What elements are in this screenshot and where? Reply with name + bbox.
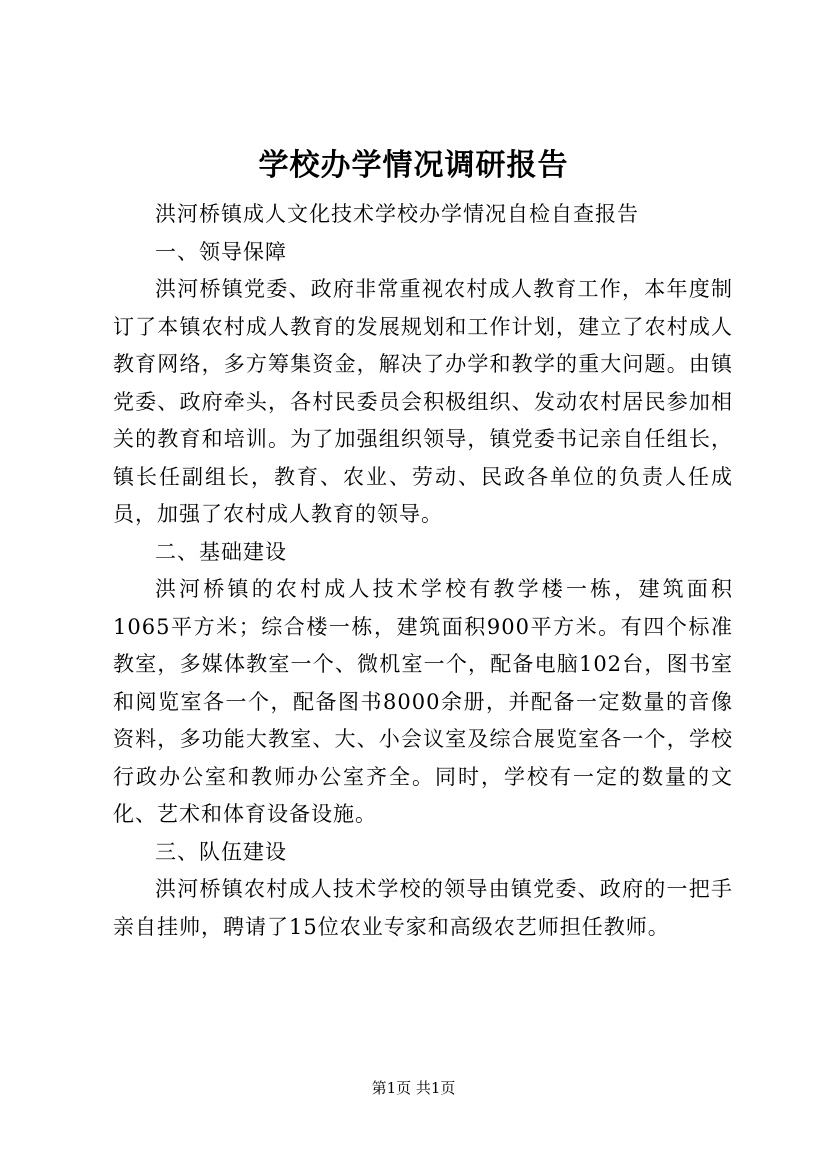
- body-paragraph: 洪河桥镇党委、政府非常重视农村成人教育工作，本年度制订了本镇农村成人教育的发展规划和工作计划，建立了农村成人教育网络，多方筹集资金，解决了办学和教学的重大问题。由镇党委、政府牵头，各村民委员会积极组织、发动农村居民参加相关的教育和培训。为了加强组织领导，镇党委书记亲自任组长，镇长任副组长，教育、农业、劳动、民政各单位的负责人任成员，加强了农村成人教育的领导。: [113, 277, 733, 526]
- body-paragraph: 洪河桥镇的农村成人技术学校有教学楼一栋，建筑面积1065平方米；综合楼一栋，建筑面积900平方米。有四个标准教室，多媒体教室一个、微机室一个，配备电脑102台，图书室和阅览室各一个，配备图书8000余册，并配备一定数量的音像资料，多功能大教室、大、小会议室及综合展览室各一个，学校行政办公室和教师办公室齐全。同时，学校有一定的数量的文化、艺术和体育设备设施。: [113, 577, 733, 826]
- document-body: [113, 196, 733, 946]
- section-heading-staff: 三、队伍建设: [155, 839, 287, 864]
- document-title: 学校办学情况调研报告: [258, 148, 569, 183]
- page-footer: 第1页 共1页: [371, 1079, 456, 1097]
- section-heading-infrastructure: 二、基础建设: [155, 539, 287, 564]
- body-paragraph: 洪河桥镇农村成人技术学校的领导由镇党委、政府的一把手亲自挂帅，聘请了15位农业专家和高级农艺师担任教师。: [113, 877, 733, 939]
- section-heading-leadership: 一、领导保障: [155, 239, 287, 264]
- subtitle-paragraph: 洪河桥镇成人文化技术学校办学情况自检自查报告: [155, 202, 639, 226]
